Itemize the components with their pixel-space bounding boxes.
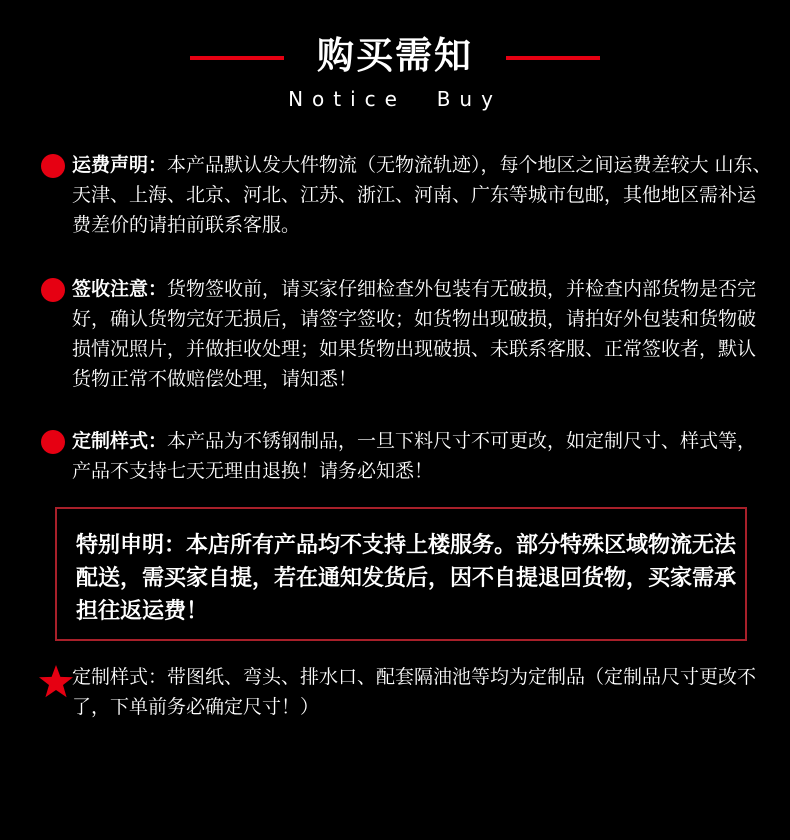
red-dot-bullet-icon	[41, 154, 65, 178]
title-decor-line-right	[506, 56, 600, 60]
custom-style-notice	[72, 426, 772, 486]
custom-items-text: 带图纸、弯头、排水口、配套隔油池等均为定制品（定制品尺寸更改不了，下单前务必确定尺寸！）	[72, 666, 757, 718]
page-title: 购买需知	[317, 34, 473, 77]
red-star-icon	[38, 664, 74, 700]
shipping-statement-label: 运费声明：	[72, 154, 168, 176]
header	[0, 28, 790, 118]
shipping-statement	[72, 150, 772, 240]
special-notice-text: 特别申明：本店所有产品均不支持上楼服务。部分特殊区域物流无法配送，需买家自提，若在通知发货后，因不自提退回货物，买家需承担往返运费！	[76, 533, 737, 624]
custom-items-note	[72, 662, 772, 722]
red-dot-bullet-icon	[41, 278, 65, 302]
page-subtitle: Notice Buy	[288, 87, 502, 111]
receipt-notice-label: 签收注意：	[72, 278, 168, 300]
custom-style-text: 本产品为不锈钢制品，一旦下料尺寸不可更改，如定制尺寸、样式等，产品不支持七天无理由退换！请务必知悉！	[72, 430, 757, 482]
shipping-statement-text: 本产品默认发大件物流（无物流轨迹），每个地区之间运费差较大 山东、天津、上海、北京、河北、江苏、浙江、河南、广东等城市包邮，其他地区需补运费差价的请拍前联系客服。	[72, 154, 772, 236]
receipt-notice-text: 货物签收前，请买家仔细检查外包装有无破损，并检查内部货物是否完好，确认货物完好无损后，请签字签收；如货物出现破损，请拍好外包装和货物破损情况照片，并做拒收处理；如果货物出现破损、未联系客服、正常签收者，默认货物正常不做赔偿处理，请知悉！	[72, 278, 757, 390]
custom-items-label: 定制样式：	[72, 666, 168, 688]
receipt-notice	[72, 274, 772, 394]
custom-style-label: 定制样式：	[72, 430, 168, 452]
special-notice-box	[55, 507, 747, 641]
red-dot-bullet-icon	[41, 430, 65, 454]
